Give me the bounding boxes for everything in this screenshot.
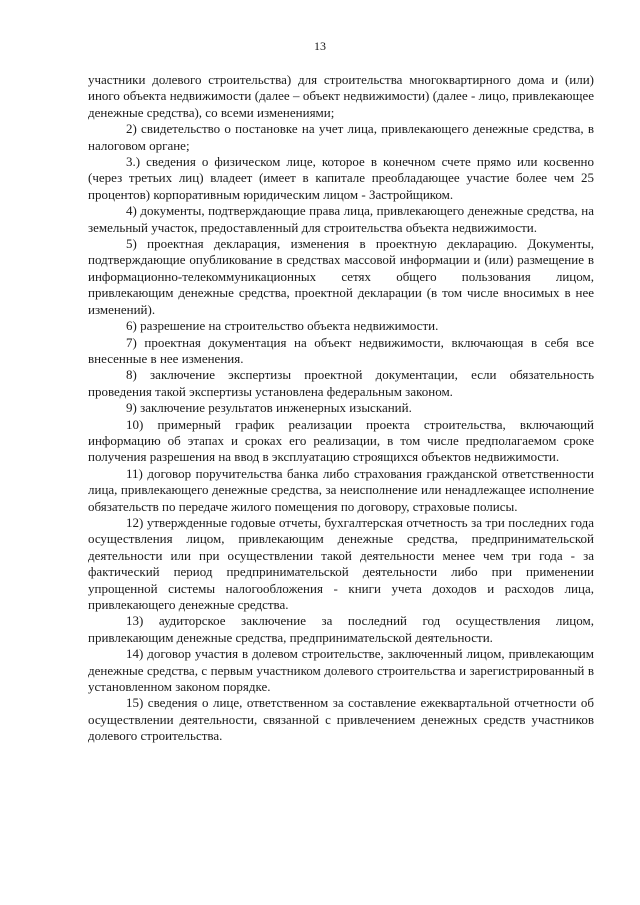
paragraph-item-15: 15) сведения о лице, ответственном за составление ежеквартальной отчетности об осуществлении деятельности, связанной с привлечением денежных средств участников долевого строительства. xyxy=(88,695,594,744)
paragraph-item-11: 11) договор поручительства банка либо страхования гражданской ответственности лица, привлекающего денежные средства, за неисполнение или ненадлежащее исполнение обязательств по передаче жилого помещения по договору, страховые полисы. xyxy=(88,465,594,514)
paragraph-item-7: 7) проектная документация на объект недвижимости, включающая в себя все внесенные в нее изменения. xyxy=(88,334,594,366)
page-number: 13 xyxy=(314,39,326,53)
paragraph-item-13: 13) аудиторское заключение за последний год осуществления лицом, привлекающим денежные средства, предпринимательской деятельности. xyxy=(88,613,594,645)
paragraph-item-14: 14) договор участия в долевом строительстве, заключенный лицом, привлекающим денежные средства, с первым участником долевого строительства и зарегистрированный в установленном законом порядке. xyxy=(88,646,594,695)
paragraph-item-12: 12) утвержденные годовые отчеты, бухгалтерская отчетность за три последних года осуществления лицом, привлекающим денежные средства, предпринимательской деятельности или при осуществлении такой деятельности менее чем три года - за фактический период предпринимательской деятельности либо при применении упрощенной системы налогообложения - книги учета доходов и расходов лица, привлекающего денежные средства. xyxy=(88,514,594,612)
paragraph-item-6: 6) разрешение на строительство объекта недвижимости. xyxy=(126,318,439,334)
paragraph-item-9: 9) заключение результатов инженерных изысканий. xyxy=(126,400,412,416)
paragraph-item-3: 3.) сведения о физическом лице, которое в конечном счете прямо или косвенно (через третьих лиц) владеет (имеет в капитале преобладающее участие более чем 25 процентов) корпоративным юридическим лицом - Застройщиком. xyxy=(88,154,594,202)
paragraph-item-2: 2) свидетельство о постановке на учет лица, привлекающего денежные средства, в налоговом органе; xyxy=(88,121,594,153)
paragraph-item-5: 5) проектная декларация, изменения в проектную декларацию. Документы, подтверждающие опубликование в средствах массовой информации и (или) размещение в информационно-телекоммуникационных сетях общего пользования лицом, привлекающим денежные средства, проектной декларации (в том числе вносимых в нее изменений). xyxy=(88,236,594,317)
paragraph-item-8: 8) заключение экспертизы проектной документации, если обязательность проведения такой экспертизы установлена федеральным законом. xyxy=(88,367,594,399)
document-body xyxy=(88,72,594,745)
paragraph-item-10: 10) примерный график реализации проекта строительства, включающий информацию об этапах и сроках его реализации, в том числе предполагаемом сроке получения разрешения на ввод в эксплуатацию строящихся объектов недвижимости. xyxy=(88,416,594,465)
paragraph-continuation: участники долевого строительства) для строительства многоквартирного дома и (или) иного объекта недвижимости (далее – объект недвижимости) (далее - лицо, привлекающее денежные средства), со всеми изменениями; xyxy=(88,72,594,120)
paragraph-item-4: 4) документы, подтверждающие права лица, привлекающего денежные средства, на земельный участок, предоставленный для строительства объекта недвижимости. xyxy=(88,203,594,235)
